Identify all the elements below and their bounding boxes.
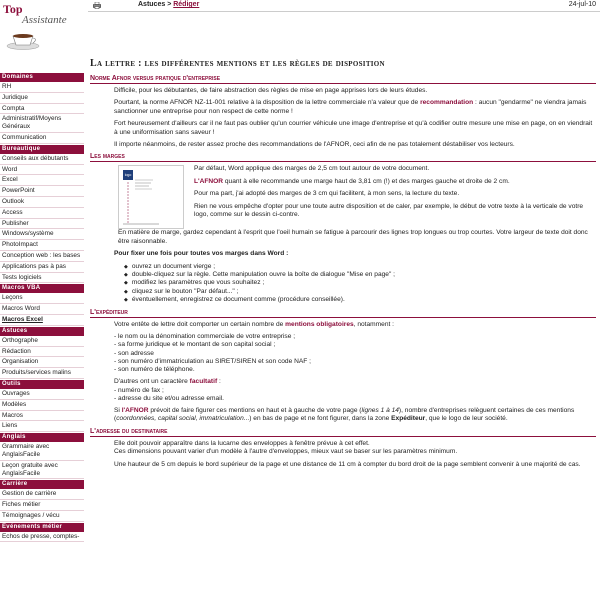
paragraph: Votre entête de lettre doit comporter un certain nombre de mentions obligatoires, notamment : (114, 320, 395, 328)
sidebar-item[interactable]: Produits/services malins (0, 368, 84, 379)
paragraph: Pourtant, la norme AFNOR NZ-11-001 relative à la disposition de la lettre commerciale n'a valeur que de recommandation : aucun "gendarme" ne viendra jamais sanctionner une entreprise pour non respect de cette norme ! (114, 99, 587, 115)
sidebar-item[interactable]: PhotoImpact (0, 240, 84, 251)
sidebar-item[interactable]: Fiches métier (0, 500, 84, 511)
list-title: Pour fixer une fois pour toutes vos marges dans Word : (114, 250, 289, 258)
sidebar-item[interactable]: Modèles (0, 400, 84, 411)
paragraph: En matière de marge, gardez cependant à l'esprit que l'oeil humain se fatigue à parcourir des lignes trop longues ou trop courtes. Votre largeur de texte doit donc être raisonnable. (118, 229, 588, 245)
logo-top-text: Top (3, 2, 23, 16)
margin-diagram (118, 165, 184, 229)
header (0, 0, 600, 54)
sidebar-item[interactable]: Macros Excel (0, 315, 84, 326)
sidebar-item[interactable]: Applications pas à pas (0, 262, 84, 273)
sidebar-item[interactable]: Organisation (0, 357, 84, 368)
list-item: - adresse du site et/ou adresse email. (114, 394, 224, 402)
paragraph: Elle doit pouvoir apparaître dans la lucarne des enveloppes à fenêtre prévue à cet effet. (114, 439, 370, 447)
sidebar-item[interactable]: RH (0, 82, 84, 93)
sidebar-item[interactable]: Leçons (0, 293, 84, 304)
sidebar-item[interactable]: Tests logiciels (0, 273, 84, 284)
breadcrumb-current[interactable]: Rédiger (173, 1, 200, 8)
sidebar-item[interactable]: Macros (0, 411, 84, 422)
sidebar-item[interactable]: Gestion de carrière (0, 489, 84, 500)
top-bar (88, 0, 600, 12)
sidebar-item[interactable]: Compta (0, 104, 84, 115)
margins-block (90, 165, 596, 229)
sidebar-item[interactable]: Juridique (0, 93, 84, 104)
sidebar-item[interactable]: Macros Word (0, 304, 84, 315)
sidebar-item[interactable]: Liens (0, 421, 84, 432)
mandatory-mentions-list (90, 333, 596, 374)
site-logo[interactable] (0, 0, 88, 54)
list-item: ◆ modifiez les paramètres que vous souhaitez ; (134, 279, 596, 287)
breadcrumb (138, 1, 199, 8)
sidebar-item[interactable]: Leçon gratuite avec AnglaisFacile (0, 461, 84, 480)
highlight-recommandation: recommandation (420, 99, 474, 107)
main-content (90, 58, 596, 473)
list-item: - le nom ou la dénomination commerciale de votre entreprise ; (114, 333, 296, 341)
list-item: ◆ éventuellement, enregistrez ce document comme (procédure conseillée). (134, 296, 596, 304)
sidebar-item[interactable]: Conseils aux débutants (0, 154, 84, 165)
sidebar-item[interactable]: Word (0, 165, 84, 176)
section-heading-norme: Norme Afnor versus pratique d'entreprise (90, 75, 596, 84)
printer-icon[interactable] (93, 2, 101, 9)
sidebar-section-heading: Anglais (0, 433, 84, 442)
sidebar-item[interactable]: PowerPoint (0, 186, 84, 197)
sidebar-item[interactable]: Echos de presse, comptes- (0, 532, 84, 543)
paragraph: Si l'AFNOR prévoit de faire figurer ces mentions en haut et à gauche de votre page (lignes 1 à 14), nombre d'entreprises relèguent certaines de ces mentions (coordonnées, capital social, immatriculation...) en bas de page et ne font figurer, dans la zone Expéditeur, que le logo de leur société. (114, 406, 575, 423)
list-item: ◆ double-cliquez sur la règle. Cette manipulation ouvre la boîte de dialogue "Mise en page" ; (134, 271, 596, 279)
paragraph: Par défaut, Word applique des marges de 2,5 cm tout autour de votre document. (194, 165, 430, 173)
sidebar-item[interactable]: Orthographe (0, 336, 84, 347)
sidebar-section-heading: Domaines (0, 73, 84, 82)
sidebar-section-heading: Carrière (0, 480, 84, 489)
sidebar-item[interactable]: Publisher (0, 219, 84, 230)
coffee-cup-icon (6, 30, 40, 50)
section-heading-marges: Les marges (90, 153, 596, 162)
paragraph: Pour ma part, j'ai adopté des marges de 3 cm qui facilitent, à mon sens, la lecture du texte. (194, 190, 460, 198)
logo-assistante-text: Assistante (22, 14, 67, 26)
current-date: 24-jul-10 (568, 1, 596, 8)
sidebar-section-heading: Astuces (0, 327, 84, 336)
sidebar-item[interactable]: Windows/système (0, 229, 84, 240)
sidebar-item[interactable]: Témoignages / vécu (0, 511, 84, 522)
optional-mentions-list (90, 387, 596, 403)
breadcrumb-root[interactable]: Astuces (138, 1, 166, 8)
sidebar-section-heading: Outils (0, 380, 84, 389)
paragraph: Il importe néanmoins, de rester assez proche des recommandations de l'AFNOR, ceci afin de ne pas totalement déstabiliser vos lecteurs. (114, 141, 515, 149)
section-heading-expediteur: L'expéditeur (90, 309, 596, 318)
sidebar-item[interactable]: Ouvrages (0, 389, 84, 400)
sidebar-item[interactable]: Administratif/Moyens Généraux (0, 114, 84, 133)
sidebar-item[interactable]: Grammaire avec AnglaisFacile (0, 442, 84, 461)
sidebar-section-heading: Macros VBA (0, 284, 84, 293)
sidebar-item[interactable]: Outlook (0, 197, 84, 208)
list-item: - sa forme juridique et le montant de son capital social ; (114, 341, 276, 349)
list-item: ◆ ouvrez un document vierge ; (134, 263, 596, 271)
paragraph: Une hauteur de 5 cm depuis le bord supérieur de la page et une distance de 11 cm à compter du bord droit de la page semblent convenir à une majorité de cas. (114, 460, 581, 468)
paragraph: Rien ne vous empêche d'opter pour une toute autre disposition et de caler, par exemple, le début de votre texte à la verticale de votre logo, comme sur le dessin ci-contre. (194, 202, 584, 219)
paragraph: L'AFNOR quant à elle recommande une marge haut de 3,81 cm (!) et des marges gauche et droite de 2 cm. (194, 177, 510, 185)
diagram-logo: logo (123, 170, 133, 180)
section-heading-destinataire: L'adresse du destinataire (90, 428, 596, 437)
sidebar-item[interactable]: Conception web : les bases (0, 251, 84, 262)
sidebar-section-heading: Bureautique (0, 145, 84, 154)
list-item: - son adresse (114, 349, 154, 357)
sidebar-item[interactable]: Communication (0, 133, 84, 144)
margin-guides-graphic (119, 166, 185, 230)
page-title: La lettre : les différentes mentions et les règles de disposition (90, 58, 385, 69)
paragraph: Difficile, pour les débutantes, de faire abstraction des règles de mise en page apprises lors de leurs études. (114, 87, 428, 94)
sidebar-section-heading: Evénements métier (0, 523, 84, 532)
list-item: - son numéro d'immatriculation au SIRET/SIREN et son code NAF ; (114, 357, 311, 365)
list-item: ◆ cliquez sur le bouton "Par défaut..." ; (134, 288, 596, 296)
sidebar (0, 72, 84, 542)
sidebar-item[interactable]: Excel (0, 175, 84, 186)
paragraph: D'autres ont un caractère facultatif : (114, 378, 221, 386)
sidebar-item[interactable]: Rédaction (0, 347, 84, 358)
paragraph: Fort heureusement d'ailleurs car il ne faut pas oublier qu'un courrier véhicule une image d'entreprise et qu'à codifier outre mesure une mise en page, on en viendrait à une uniformisation sans saveur ! (114, 120, 593, 136)
margins-steps-list (90, 263, 596, 305)
list-item: - son numéro de téléphone. (114, 365, 195, 373)
sidebar-item[interactable]: Access (0, 208, 84, 219)
breadcrumb-separator: > (167, 1, 172, 8)
paragraph: Ces dimensions pouvant varier d'un modèle à l'autre d'enveloppes, mieux vaut se baser sur les paramètres minimum. (114, 448, 458, 456)
list-item: - numéro de fax ; (114, 386, 164, 394)
